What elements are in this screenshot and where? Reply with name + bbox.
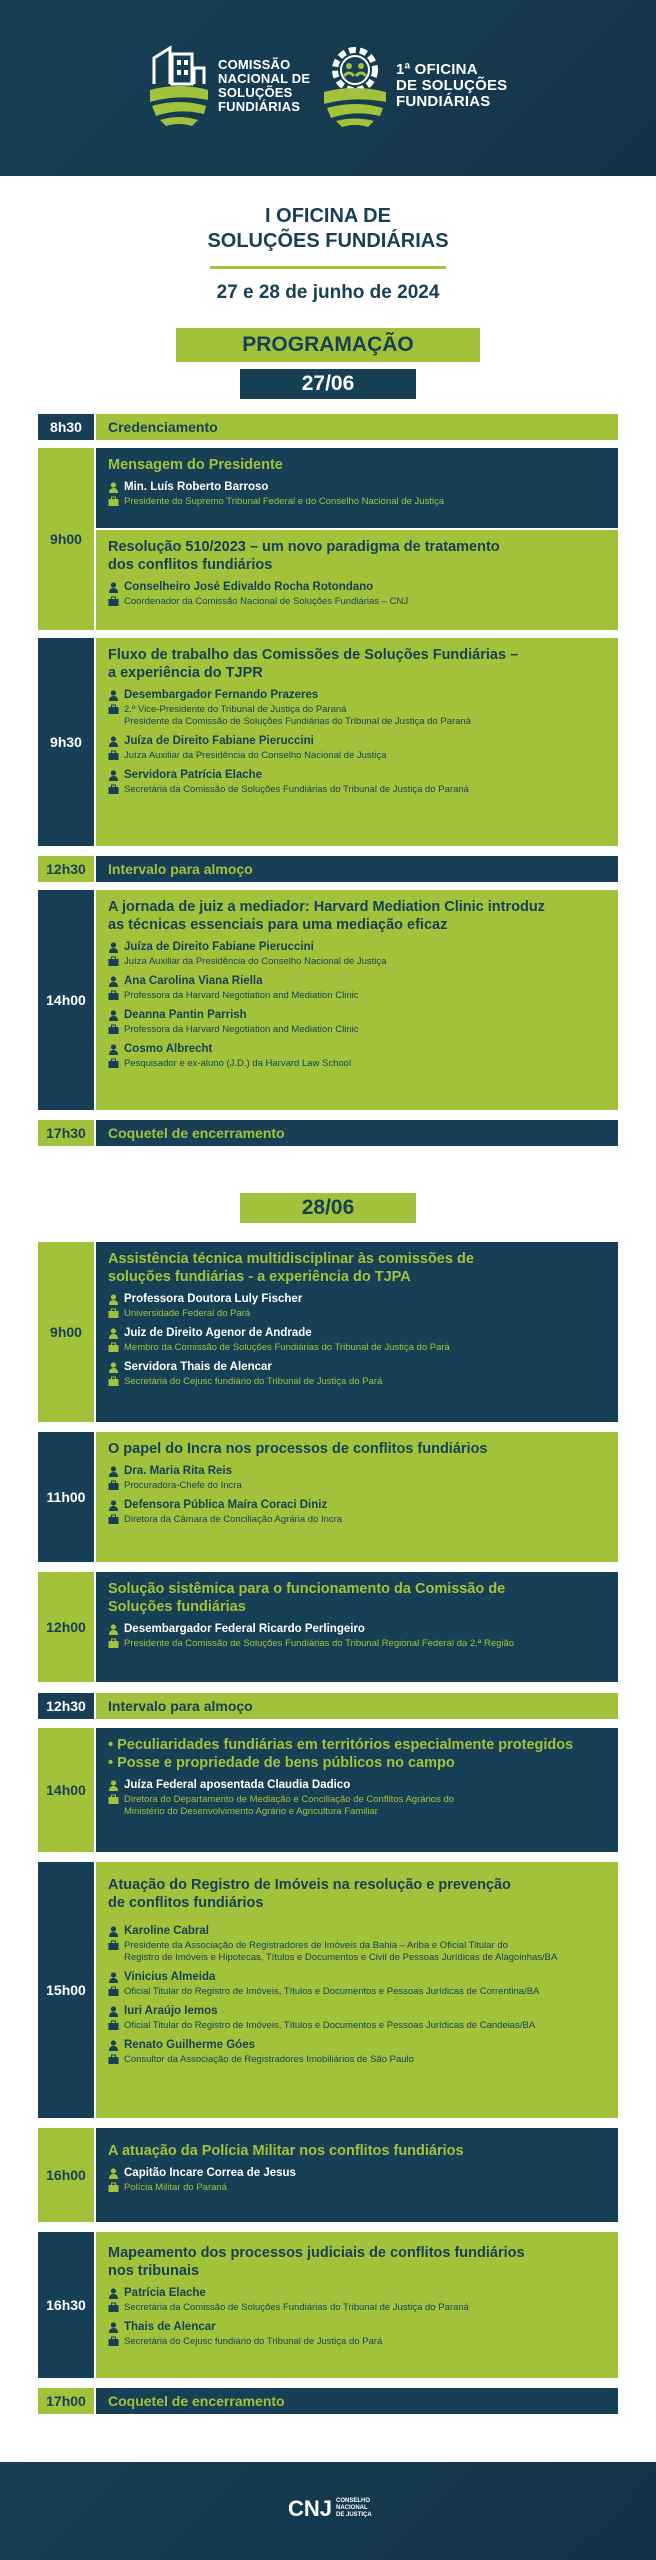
session-title: Mensagem do Presidente bbox=[108, 457, 283, 473]
page-title: I OFICINA DE SOLUÇÕES FUNDIÁRIAS bbox=[207, 205, 449, 252]
briefcase-icon bbox=[108, 2020, 119, 2031]
person-icon bbox=[108, 770, 119, 781]
briefcase-icon bbox=[108, 2182, 119, 2193]
briefcase-icon bbox=[108, 1514, 119, 1525]
time-label: 9h00 bbox=[38, 448, 94, 630]
schedule-row-d2-intervalo bbox=[38, 1693, 618, 1719]
briefcase-icon bbox=[108, 1376, 119, 1387]
time-label: 17h00 bbox=[38, 2388, 94, 2414]
cnj-logo-icon bbox=[288, 2494, 332, 2522]
speaker: Ana Carolina Viana Riella Professora da Harvard Negotiation and Mediation Clinic bbox=[108, 974, 606, 1002]
briefcase-icon bbox=[108, 1638, 119, 1649]
briefcase-icon bbox=[108, 1342, 119, 1353]
schedule-row-d1-s1 bbox=[38, 448, 618, 630]
programacao-heading: PROGRAMAÇÃO bbox=[176, 328, 480, 362]
speaker: Patrícia Elache Secretária da Comissão de Soluções Fundiárias do Tribunal de Justiça do Paraná bbox=[108, 2286, 606, 2314]
person-icon bbox=[108, 2040, 119, 2051]
session-title: Coquetel de encerramento bbox=[96, 2388, 618, 2414]
briefcase-icon bbox=[108, 1940, 119, 1951]
oficina-logo-text: 1ª OFICINA DE SOLUÇÕES FUNDIÁRIAS bbox=[396, 61, 508, 110]
briefcase-icon bbox=[108, 1794, 119, 1805]
session-block: Resolução 510/2023 – um novo paradigma de tratamento dos conflitos fundiários Conselheiro José Edivaldo Rocha Rotondano Coordenador da Comissão Nacional de Soluções Fundiárias – CNJ bbox=[96, 530, 618, 630]
session-block: A jornada de juiz a mediador: Harvard Mediation Clinic introduz as técnicas essenciais para uma mediação eficaz Juíza de Direito Fabiane Pieruccini Juíza Auxiliar da Presidência do Conselho Nacional de Justiça Ana Carolina Viana Riella Professora da Harvard Negotiation and Mediation Clinic Deanna Pantin Parrish Professora da Harvard Negotiation and Mediation Clinic Cosmo Albrecht Pesquisador e ex-aluno (J.D.) da Harvard Law School bbox=[96, 890, 618, 1110]
session-block bbox=[96, 448, 618, 528]
speaker: Conselheiro José Edivaldo Rocha Rotondano Coordenador da Comissão Nacional de Soluções Fundiárias – CNJ bbox=[108, 580, 606, 608]
speaker: Vinicius Almeida Oficial Titular do Registro de Imóveis, Títulos e Documentos e Pessoas Jurídicas de Correntina/BA bbox=[108, 1970, 606, 1998]
time-label: 15h00 bbox=[38, 1862, 94, 2118]
time-label: 12h00 bbox=[38, 1572, 94, 1682]
briefcase-icon bbox=[108, 1986, 119, 1997]
speaker: Juíza de Direito Fabiane Pieruccini Juíza Auxiliar da Presidência do Conselho Nacional de Justiça bbox=[108, 734, 606, 762]
speaker: Professora Doutora Luly Fischer Universidade Federal do Pará bbox=[108, 1292, 606, 1320]
session-block: Mapeamento dos processos judiciais de conflitos fundiários nos tribunais Patrícia Elache Secretária da Comissão de Soluções Fundiárias do Tribunal de Justiça do Paraná Thais de Alencar Secretária do Cejusc fundiário do Tribunal de Justiça do Pará bbox=[96, 2232, 618, 2378]
briefcase-icon bbox=[108, 2054, 119, 2065]
person-icon bbox=[108, 976, 119, 987]
schedule-row-credenciamento bbox=[38, 414, 618, 440]
person-icon bbox=[108, 1044, 119, 1055]
person-icon bbox=[108, 482, 119, 493]
briefcase-icon bbox=[108, 1480, 119, 1491]
session-block: Solução sistêmica para o funcionamento da Comissão de Soluções fundiárias Desembargador Federal Ricardo Perlingeiro Presidente da Comissão de Soluções Fundiárias do Tribunal Regional Federal da 2.ª Região bbox=[96, 1572, 618, 1682]
speaker: Servidora Thais de Alencar Secretária do Cejusc fundiário do Tribunal de Justiça do Pará bbox=[108, 1360, 606, 1388]
gear-people-field-icon bbox=[322, 44, 388, 128]
speaker: Min. Luís Roberto Barroso Presidente do Supremo Tribunal Federal e do Conselho Nacional de Justiça bbox=[108, 480, 606, 508]
person-icon bbox=[108, 1294, 119, 1305]
speaker: Juiz de Direito Agenor de Andrade Membro da Comissão de Soluções Fundiárias do Tribunal de Justiça do Pará bbox=[108, 1326, 606, 1354]
time-label: 14h00 bbox=[38, 890, 94, 1110]
schedule-row-d2-s7 bbox=[38, 2232, 618, 2378]
session-block: A atuação da Polícia Militar nos conflitos fundiários Capitão Incare Correa de Jesus Polícia Militar do Paraná bbox=[96, 2128, 618, 2222]
person-icon bbox=[108, 1010, 119, 1021]
briefcase-icon bbox=[108, 1308, 119, 1319]
schedule-row-d2-s6 bbox=[38, 2128, 618, 2222]
session-block: • Peculiaridades fundiárias em territórios especialmente protegidos • Posse e propriedade de bens públicos no campo Juíza Federal aposentada Claudia Dadico Diretora do Departamento de Mediação e Conciliação de Conflitos Agrários do Ministério do Desenvolvimento Agrário e Agricultura Familiar bbox=[96, 1728, 618, 1852]
time-label: 16h00 bbox=[38, 2128, 94, 2222]
schedule-row-d2-s1 bbox=[38, 1242, 618, 1422]
cnj-logo-mark: CNJ bbox=[288, 2496, 332, 2521]
person-icon bbox=[108, 1780, 119, 1791]
speaker: Cosmo Albrecht Pesquisador e ex-aluno (J.D.) da Harvard Law School bbox=[108, 1042, 606, 1070]
briefcase-icon bbox=[108, 496, 119, 507]
person-icon bbox=[108, 690, 119, 701]
time-label: 14h00 bbox=[38, 1728, 94, 1852]
briefcase-icon bbox=[108, 596, 119, 607]
speaker: Iuri Araújo Iemos Oficial Titular do Registro de Imóveis, Títulos e Documentos e Pessoas Jurídicas de Candeias/BA bbox=[108, 2004, 606, 2032]
person-icon bbox=[108, 1624, 119, 1635]
session-title: Intervalo para almoço bbox=[96, 856, 618, 882]
person-icon bbox=[108, 582, 119, 593]
comissao-logo-text: COMISSÃO NACIONAL DE SOLUÇÕES FUNDIÁRIAS bbox=[218, 57, 311, 114]
speaker: Servidora Patrícia Elache Secretária da Comissão de Soluções Fundiárias do Tribunal de Justiça do Paraná bbox=[108, 768, 606, 796]
briefcase-icon bbox=[108, 956, 119, 967]
person-icon bbox=[108, 942, 119, 953]
schedule-row-d1-intervalo bbox=[38, 856, 618, 882]
day2-heading: 28/06 bbox=[240, 1193, 416, 1223]
person-icon bbox=[108, 1972, 119, 1983]
speaker: Capitão Incare Correa de Jesus Polícia Militar do Paraná bbox=[108, 2166, 606, 2194]
briefcase-icon bbox=[108, 990, 119, 1001]
person-icon bbox=[108, 1362, 119, 1373]
time-label: 12h30 bbox=[38, 856, 94, 882]
schedule-row-d2-coquetel bbox=[38, 2388, 618, 2414]
speaker: Thais de Alencar Secretária do Cejusc fundiário do Tribunal de Justiça do Pará bbox=[108, 2320, 606, 2348]
person-icon bbox=[108, 1466, 119, 1477]
session-block: O papel do Incra nos processos de conflitos fundiários Dra. Maria Rita Reis Procuradora-Chefe do Incra Defensora Pública Maíra Coraci Diniz Diretora da Câmara de Conciliação Agrária do Incra bbox=[96, 1432, 618, 1562]
time-label: 16h30 bbox=[38, 2232, 94, 2378]
session-title: Intervalo para almoço bbox=[96, 1693, 618, 1719]
briefcase-icon bbox=[108, 2336, 119, 2347]
person-icon bbox=[108, 1500, 119, 1511]
session-block: Fluxo de trabalho das Comissões de Soluções Fundiárias – a experiência do TJPR Desembargador Fernando Prazeres 2.º Vice-Presidente do Tribunal de Justiça do Paraná Presidente da Comissão de Soluções Fundiárias do Tribunal de Justiça do Paraná Juíza de Direito Fabiane Pieruccini Juíza Auxiliar da Presidência do Conselho Nacional de Justiça Servidora Patrícia Elache Secretária da Comissão de Soluções Fundiárias do Tribunal de Justiça do Paraná bbox=[96, 638, 618, 846]
time-label: 12h30 bbox=[38, 1693, 94, 1719]
speaker: Desembargador Fernando Prazeres 2.º Vice-Presidente do Tribunal de Justiça do Paraná Presidente da Comissão de Soluções Fundiárias do Tribunal de Justiça do Paraná bbox=[108, 688, 606, 728]
briefcase-icon bbox=[108, 2302, 119, 2313]
title-divider bbox=[210, 266, 446, 269]
session-title: Credenciamento bbox=[96, 414, 618, 440]
person-icon bbox=[108, 1926, 119, 1937]
speaker: Karoline Cabral Presidente da Associação de Registradores de Imóveis da Bahia – Ariba e Oficial Titular do Registro de Imóveis e Hipotecas, Títulos e Documentos e Civil de Pessoas Jurídicas de Alagoinhas/BA bbox=[108, 1924, 606, 1964]
person-icon bbox=[108, 2288, 119, 2299]
person-icon bbox=[108, 2006, 119, 2017]
schedule-row-d2-s4 bbox=[38, 1728, 618, 1852]
briefcase-icon bbox=[108, 784, 119, 795]
schedule-row-d1-s2 bbox=[38, 638, 618, 846]
header-banner bbox=[0, 0, 656, 176]
event-dates: 27 e 28 de junho de 2024 bbox=[216, 282, 440, 303]
session-block: Atuação do Registro de Imóveis na resolução e prevenção de conflitos fundiários Karoline Cabral Presidente da Associação de Registradores de Imóveis da Bahia – Ariba e Oficial Titular do Registro de Imóveis e Hipotecas, Títulos e Documentos e Civil de Pessoas Jurídicas de Alagoinhas/BA Vinicius Almeida Oficial Titular do Registro de Imóveis, Títulos e Documentos e Pessoas Jurídicas de Correntina/BA Iuri Araújo Iemos Oficial Titular do Registro de Imóveis, Títulos e Documentos e Pessoas Jurídicas de Candeias/BA Renato Guilherme Góes Consultor da Associação de Registradores Imobiliários de São Paulo bbox=[96, 1862, 618, 2118]
session-block: Assistência técnica multidisciplinar às comissões de soluções fundiárias - a experiência do TJPA Professora Doutora Luly Fischer Universidade Federal do Pará Juiz de Direito Agenor de Andrade Membro da Comissão de Soluções Fundiárias do Tribunal de Justiça do Pará Servidora Thais de Alencar Secretária do Cejusc fundiário do Tribunal de Justiça do Pará bbox=[96, 1242, 618, 1422]
person-icon bbox=[108, 2168, 119, 2179]
briefcase-icon bbox=[108, 1058, 119, 1069]
speaker: Defensora Pública Maíra Coraci Diniz Diretora da Câmara de Conciliação Agrária do Incra bbox=[108, 1498, 606, 1526]
schedule-row-d1-s3 bbox=[38, 890, 618, 1110]
time-label: 9h00 bbox=[38, 1242, 94, 1422]
schedule-row-d2-s5 bbox=[38, 1862, 618, 2118]
person-icon bbox=[108, 1328, 119, 1339]
speaker: Juíza Federal aposentada Claudia Dadico Diretora do Departamento de Mediação e Conciliação de Conflitos Agrários do Ministério do Desenvolvimento Agrário e Agricultura Familiar bbox=[108, 1778, 606, 1818]
schedule-row-d2-s3 bbox=[38, 1572, 618, 1682]
house-field-icon bbox=[148, 44, 210, 128]
time-label: 11h00 bbox=[38, 1432, 94, 1562]
schedule-row-d1-coquetel bbox=[38, 1120, 618, 1146]
speaker: Deanna Pantin Parrish Professora da Harvard Negotiation and Mediation Clinic bbox=[108, 1008, 606, 1036]
person-icon bbox=[108, 736, 119, 747]
oficina-logo bbox=[322, 44, 507, 128]
comissao-logo bbox=[148, 44, 310, 128]
time-label: 9h30 bbox=[38, 638, 94, 846]
speaker: Dra. Maria Rita Reis Procuradora-Chefe do Incra bbox=[108, 1464, 606, 1492]
footer-banner bbox=[0, 2462, 656, 2560]
day1-heading: 27/06 bbox=[240, 369, 416, 399]
cnj-logo bbox=[288, 2494, 372, 2522]
cnj-logo-text: CONSELHO NACIONAL DE JUSTIÇA bbox=[336, 2497, 372, 2518]
speaker: Desembargador Federal Ricardo Perlingeiro Presidente da Comissão de Soluções Fundiárias do Tribunal Regional Federal da 2.ª Região bbox=[108, 1622, 606, 1650]
briefcase-icon bbox=[108, 704, 119, 715]
briefcase-icon bbox=[108, 750, 119, 761]
time-label: 8h30 bbox=[38, 414, 94, 440]
session-title: Coquetel de encerramento bbox=[96, 1120, 618, 1146]
speaker: Renato Guilherme Góes Consultor da Associação de Registradores Imobiliários de São Paulo bbox=[108, 2038, 606, 2066]
briefcase-icon bbox=[108, 1024, 119, 1035]
time-label: 17h30 bbox=[38, 1120, 94, 1146]
schedule-row-d2-s2 bbox=[38, 1432, 618, 1562]
person-icon bbox=[108, 2322, 119, 2333]
speaker: Juíza de Direito Fabiane Pieruccini Juíza Auxiliar da Presidência do Conselho Nacional de Justiça bbox=[108, 940, 606, 968]
